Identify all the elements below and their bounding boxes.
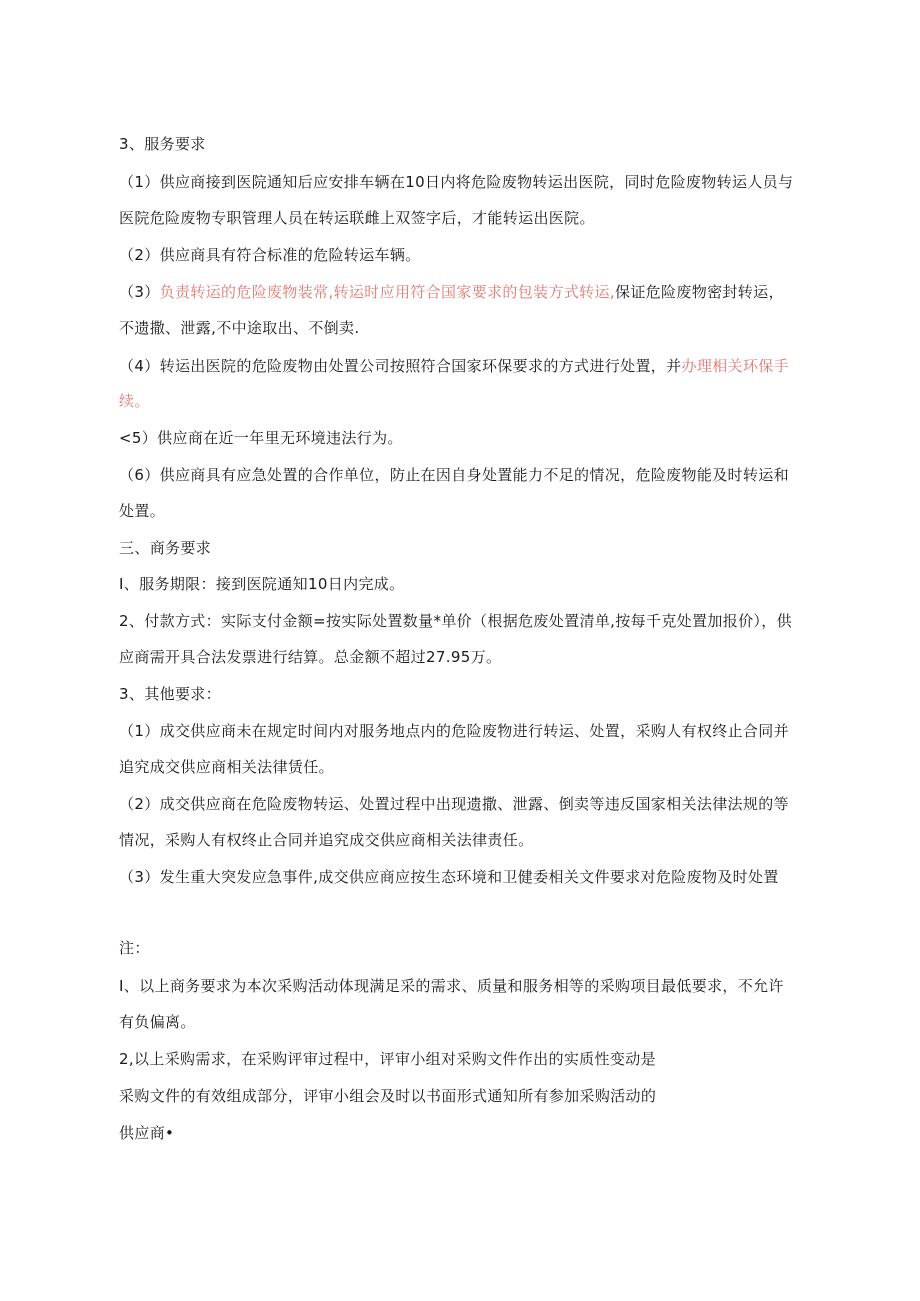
paragraph-line: 医院危险废物专职管理人员在转运联雌上双签字后，才能转运出医院。 xyxy=(119,209,595,227)
paragraph-line: 采购文件的有效组成部分，评审小组会及时以书面形式通知所有参加采购活动的 xyxy=(119,1087,657,1105)
highlighted-text: 负责转运的危险废物装常,转运时应用符合国家要求的包装方式转运, xyxy=(159,283,615,301)
paragraph-line: 供应商• xyxy=(119,1124,175,1142)
paragraph-line: （1）成交供应商未在规定时间内对服务地点内的危险废物进行转运、处置，采购人有权终止合同并 xyxy=(119,722,789,740)
section-heading-business-requirements: 三、商务要求 xyxy=(119,539,212,557)
paragraph-line: （2）成交供应商在危险废物转运、处置过程中出现遗撒、泄露、倒卖等违反国家相关法律法规的等 xyxy=(119,795,789,813)
paragraph-line: （6）供应商具有应急处置的合作单位，防止在因自身处置能力不足的情况，危险废物能及时转运和 xyxy=(119,466,789,484)
paragraph-line: 处置。 xyxy=(119,502,166,520)
paragraph-line: （2）供应商具有符合标准的危险转运车辆。 xyxy=(119,246,421,264)
paragraph-line xyxy=(119,281,784,303)
paragraph-line: I、服务期限：接到医院通知10日内完成。 xyxy=(119,575,405,593)
paragraph-line: 不遗撒、泄露,不中途取出、不倒卖. xyxy=(119,319,360,337)
paragraph-line: 应商需开具合法发票进行结算。总金额不超过27.95万。 xyxy=(119,648,502,666)
paragraph-text: 保证危险废物密封转运， xyxy=(614,283,784,301)
paragraph-line: 有负偏离。 xyxy=(119,1013,196,1031)
paragraph-line: I、以上商务要求为本次采购活动体现满足采的需求、质量和服务相等的采购项目最低要求，不允许 xyxy=(119,977,784,995)
highlighted-text: 办理相关环保手 xyxy=(681,357,789,375)
subsection-heading-other-requirements: 3、其他要求： xyxy=(119,685,221,703)
highlighted-line: 续。 xyxy=(119,392,150,410)
paragraph-line: <5）供应商在近一年里无环境违法行为。 xyxy=(119,429,403,447)
paragraph-line: （3）发生重大突发应急事件,成交供应商应按生态环境和卫健委相关文件要求对危险废物及时处置 xyxy=(119,868,779,886)
section-heading-service-requirements: 3、服务要求 xyxy=(119,135,206,153)
paragraph-line: 2、付款方式：实际支付金额=按实际处置数量*单价（根据危废处置清单,按每千克处置加报价），供 xyxy=(119,612,792,630)
paragraph-line xyxy=(119,355,789,377)
paragraph-line: 2,以上采购需求，在采购评审过程中，评审小组对采购文件作出的实质性变动是 xyxy=(119,1050,656,1068)
paragraph-line: 情况，采购人有权终止合同并追究成交供应商相关法律责任。 xyxy=(119,831,534,849)
paragraph-line: 追究成交供应商相关法律赁任。 xyxy=(119,758,334,776)
paragraph-line: （1）供应商接到医院通知后应安排车辆在10日内将危险废物转运出医院，同时危险废物转运人员与 xyxy=(119,173,794,191)
note-heading: 注： xyxy=(119,939,150,957)
item-number: （3） xyxy=(119,283,160,301)
paragraph-text: （4）转运出医院的危险废物由处置公司按照符合国家环保要求的方式进行处置，并 xyxy=(119,357,682,375)
